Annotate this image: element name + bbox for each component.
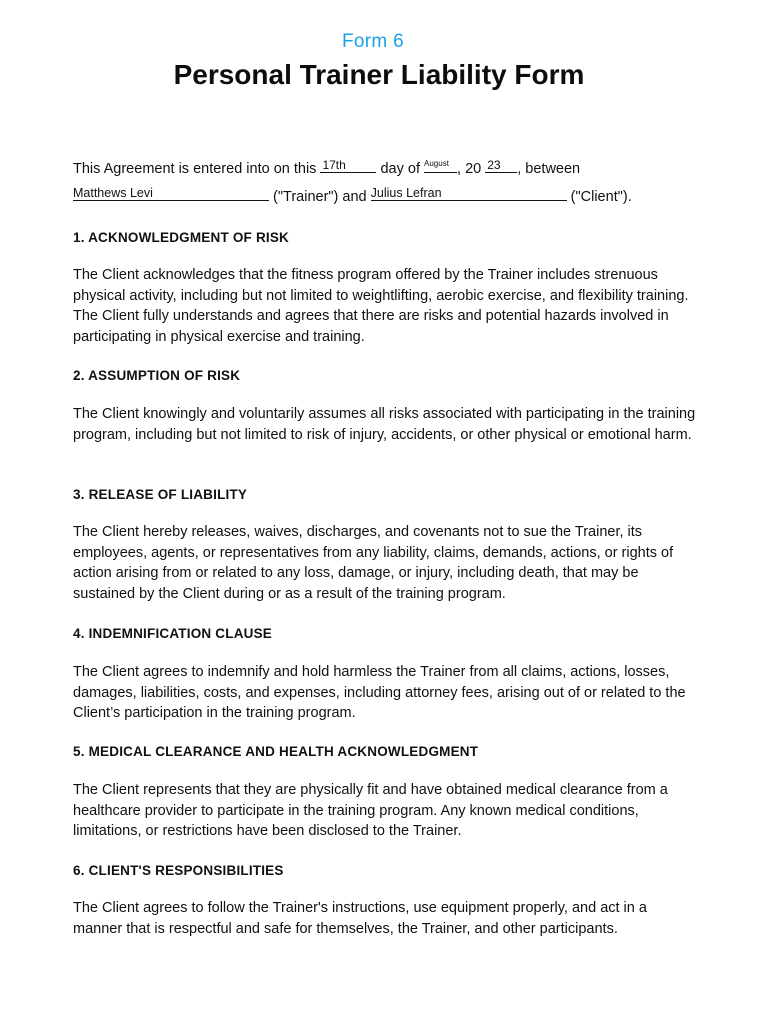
section-heading: 6. CLIENT'S RESPONSIBILITIES	[73, 863, 284, 878]
year-prefix-text: , 20	[457, 161, 482, 177]
section-heading: 5. MEDICAL CLEARANCE AND HEALTH ACKNOWLEDGMENT	[73, 744, 479, 759]
form-number-label: Form 6	[342, 31, 404, 52]
section-heading: 4. INDEMNIFICATION CLAUSE	[73, 626, 273, 641]
day-of-text: day of	[380, 161, 420, 177]
section-body: The Client agrees to indemnify and hold harmless the Trainer from all claims, actions, losses, damages, liabilities, costs, and expenses, including attorney fees, arising out of or related to the Client’s participation in the training program.	[73, 664, 686, 722]
section-body: The Client hereby releases, waives, discharges, and covenants not to sue the Trainer, its employees, agents, or representatives from any liability, claims, demands, actions, or rights of action arising from or related to any loss, damage, or injury, including death, that may be sustained by the Client during or as a result of the training program.	[73, 524, 674, 603]
day-value: 17th	[322, 158, 346, 172]
agreement-parties-line	[73, 186, 632, 207]
year-field[interactable]	[485, 158, 517, 173]
between-text: , between	[517, 161, 581, 177]
agreement-date-line	[73, 158, 580, 179]
section-heading: 1. ACKNOWLEDGMENT OF RISK	[73, 230, 289, 245]
section-body: The Client knowingly and voluntarily assumes all risks associated with participating in the training program, including but not limited to risk of injury, accidents, or other physical or emotional harm.	[73, 406, 696, 443]
trainer-name-value: Matthews Levi	[73, 186, 153, 200]
section-heading: 3. RELEASE OF LIABILITY	[73, 487, 248, 502]
client-label: ("Client").	[570, 189, 632, 205]
trainer-label: ("Trainer") and	[273, 189, 367, 205]
month-value: August	[424, 159, 449, 168]
agreement-intro-text: This Agreement is entered into on this	[73, 161, 317, 177]
document-title: Personal Trainer Liability Form	[173, 59, 585, 90]
month-field[interactable]	[424, 158, 457, 173]
section-body: The Client represents that they are physically fit and have obtained medical clearance from a healthcare provider to participate in the training program. Any known medical conditions, limitations, or restrictions have been disclosed to the Trainer.	[73, 782, 668, 840]
year-value: 23	[487, 158, 501, 172]
section-body: The Client agrees to follow the Trainer's instructions, use equipment properly, and act in a manner that is respectful and safe for themselves, the Trainer, and other participants.	[73, 900, 647, 937]
trainer-name-field[interactable]	[73, 186, 269, 201]
day-field[interactable]	[320, 158, 376, 173]
section-body: The Client acknowledges that the fitness program offered by the Trainer includes strenuous physical activity, including but not limited to weightlifting, aerobic exercise, and flexibility training. The Client fully understands and agrees that there are risks and potential hazards involved in participating in physical exercise and training.	[73, 267, 689, 346]
section-heading: 2. ASSUMPTION OF RISK	[73, 368, 241, 383]
client-name-value: Julius Lefran	[370, 186, 442, 200]
client-name-field[interactable]	[371, 186, 567, 201]
